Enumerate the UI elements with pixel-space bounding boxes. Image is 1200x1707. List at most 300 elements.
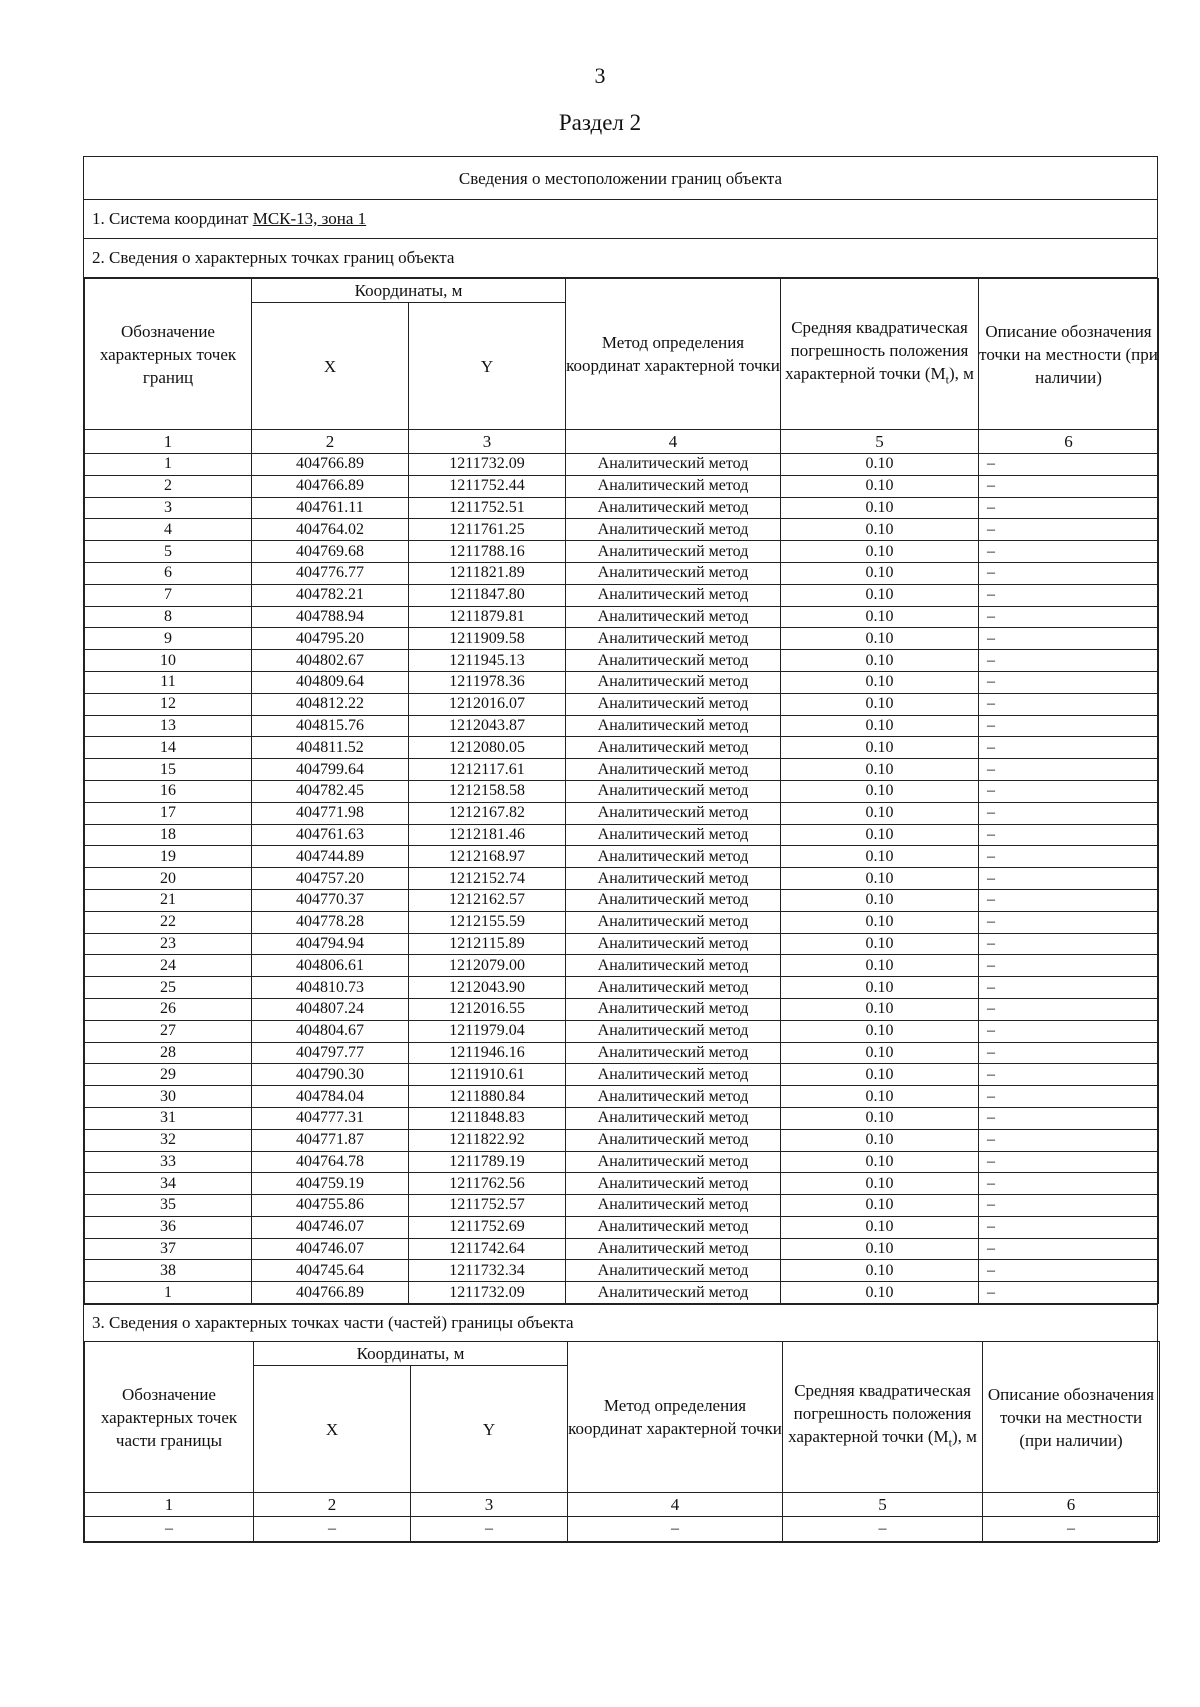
method-cell: Аналитический метод (566, 911, 781, 933)
point-id-cell: 22 (85, 911, 252, 933)
column-number: 3 (409, 430, 566, 454)
table-row (85, 1260, 1159, 1282)
table-row (85, 998, 1159, 1020)
header-x: X (254, 1366, 411, 1493)
description-cell: – (979, 1064, 1159, 1086)
table-row (85, 1216, 1159, 1238)
x-coordinate-cell: 404815.76 (252, 715, 409, 737)
error-cell: 0.10 (781, 846, 979, 868)
x-coordinate-cell: 404809.64 (252, 671, 409, 693)
point-id-cell: 2 (85, 475, 252, 497)
x-coordinate-cell: – (254, 1517, 411, 1542)
point-id-cell: 12 (85, 693, 252, 715)
table-row (85, 1173, 1159, 1195)
y-coordinate-cell: 1211979.04 (409, 1020, 566, 1042)
y-coordinate-cell: 1211752.69 (409, 1216, 566, 1238)
x-coordinate-cell: 404790.30 (252, 1064, 409, 1086)
y-coordinate-cell: 1212115.89 (409, 933, 566, 955)
x-coordinate-cell: 404770.37 (252, 889, 409, 911)
table-row (85, 868, 1159, 890)
point-id-cell: 7 (85, 584, 252, 606)
error-cell: 0.10 (781, 584, 979, 606)
error-cell: 0.10 (781, 737, 979, 759)
error-cell: 0.10 (781, 1151, 979, 1173)
x-coordinate-cell: 404744.89 (252, 846, 409, 868)
y-coordinate-cell: 1211978.36 (409, 671, 566, 693)
table-row (85, 1129, 1159, 1151)
table-row (85, 824, 1159, 846)
point-id-cell: 32 (85, 1129, 252, 1151)
error-cell: 0.10 (781, 998, 979, 1020)
description-cell: – (979, 911, 1159, 933)
x-coordinate-cell: 404745.64 (252, 1260, 409, 1282)
method-cell: Аналитический метод (566, 606, 781, 628)
description-cell: – (979, 671, 1159, 693)
column-number: 2 (254, 1493, 411, 1517)
table-row (85, 541, 1159, 563)
column-number: 1 (85, 1493, 254, 1517)
description-cell: – (979, 868, 1159, 890)
description-cell: – (979, 584, 1159, 606)
column-number: 6 (979, 430, 1159, 454)
method-cell: Аналитический метод (566, 693, 781, 715)
point-id-cell: 5 (85, 541, 252, 563)
description-cell: – (979, 846, 1159, 868)
header-description: Описание обозначения точки на местности (при наличии) (979, 279, 1159, 430)
table-row (85, 802, 1159, 824)
header-designation: Обозначение характерных точек границ (85, 279, 252, 430)
description-cell: – (979, 1129, 1159, 1151)
column-number: 5 (781, 430, 979, 454)
part-points-table (84, 1341, 1160, 1542)
point-id-cell: 29 (85, 1064, 252, 1086)
method-cell: Аналитический метод (566, 1064, 781, 1086)
error-cell: 0.10 (781, 933, 979, 955)
method-cell: Аналитический метод (566, 1282, 781, 1304)
x-coordinate-cell: 404766.89 (252, 454, 409, 476)
y-coordinate-cell: 1211945.13 (409, 650, 566, 672)
point-id-cell: 18 (85, 824, 252, 846)
x-coordinate-cell: 404766.89 (252, 475, 409, 497)
header-method: Метод определения координат характерной точки (568, 1342, 783, 1493)
table-row (85, 671, 1159, 693)
method-cell: Аналитический метод (566, 715, 781, 737)
description-cell: – (979, 1238, 1159, 1260)
x-coordinate-cell: 404755.86 (252, 1195, 409, 1217)
table-row (85, 693, 1159, 715)
point-id-cell: 31 (85, 1107, 252, 1129)
table-row (85, 715, 1159, 737)
x-coordinate-cell: 404782.21 (252, 584, 409, 606)
description-cell: – (979, 1173, 1159, 1195)
x-coordinate-cell: 404810.73 (252, 977, 409, 999)
point-id-cell: 20 (85, 868, 252, 890)
point-id-cell: 38 (85, 1260, 252, 1282)
y-coordinate-cell: 1211752.51 (409, 497, 566, 519)
point-id-cell: 23 (85, 933, 252, 955)
y-coordinate-cell: 1211732.34 (409, 1260, 566, 1282)
error-cell: 0.10 (781, 759, 979, 781)
table-title: Сведения о местоположении границ объекта (84, 157, 1157, 200)
method-cell: Аналитический метод (566, 671, 781, 693)
description-cell: – (979, 1195, 1159, 1217)
method-cell: Аналитический метод (566, 584, 781, 606)
description-cell: – (979, 1260, 1159, 1282)
point-id-cell: 26 (85, 998, 252, 1020)
x-coordinate-cell: 404761.63 (252, 824, 409, 846)
error-cell: 0.10 (781, 1173, 979, 1195)
table-row (85, 1238, 1159, 1260)
error-cell: – (783, 1517, 983, 1542)
point-id-cell: 13 (85, 715, 252, 737)
x-coordinate-cell: 404794.94 (252, 933, 409, 955)
description-cell: – (979, 1020, 1159, 1042)
header-coordinates: Координаты, м (254, 1342, 568, 1366)
table-row (85, 1151, 1159, 1173)
point-id-cell: 11 (85, 671, 252, 693)
error-cell: 0.10 (781, 1064, 979, 1086)
header-y: Y (411, 1366, 568, 1493)
y-coordinate-cell: 1211946.16 (409, 1042, 566, 1064)
method-cell: Аналитический метод (566, 475, 781, 497)
method-cell: Аналитический метод (566, 1195, 781, 1217)
point-id-cell: 8 (85, 606, 252, 628)
error-cell: 0.10 (781, 1260, 979, 1282)
error-cell: 0.10 (781, 541, 979, 563)
method-cell: Аналитический метод (566, 759, 781, 781)
error-subscript: t (948, 1435, 952, 1450)
point-id-cell: 27 (85, 1020, 252, 1042)
x-coordinate-cell: 404806.61 (252, 955, 409, 977)
y-coordinate-cell: 1212167.82 (409, 802, 566, 824)
description-cell: – (979, 628, 1159, 650)
x-coordinate-cell: 404777.31 (252, 1107, 409, 1129)
point-id-cell: 24 (85, 955, 252, 977)
method-cell: Аналитический метод (566, 519, 781, 541)
point-id-cell: 21 (85, 889, 252, 911)
boundary-info-table (83, 156, 1158, 1543)
error-cell: 0.10 (781, 606, 979, 628)
description-cell: – (983, 1517, 1160, 1542)
coordinate-system-label: 1. Система координат (92, 209, 249, 228)
description-cell: – (979, 933, 1159, 955)
description-cell: – (979, 1216, 1159, 1238)
error-cell: 0.10 (781, 715, 979, 737)
y-coordinate-cell: 1211762.56 (409, 1173, 566, 1195)
point-id-cell: – (85, 1517, 254, 1542)
point-id-cell: 36 (85, 1216, 252, 1238)
error-cell: 0.10 (781, 824, 979, 846)
x-coordinate-cell: 404802.67 (252, 650, 409, 672)
error-cell: 0.10 (781, 955, 979, 977)
y-coordinate-cell: 1211789.19 (409, 1151, 566, 1173)
error-cell: 0.10 (781, 454, 979, 476)
y-coordinate-cell: 1212162.57 (409, 889, 566, 911)
method-cell: Аналитический метод (566, 868, 781, 890)
y-coordinate-cell: 1212158.58 (409, 780, 566, 802)
error-cell: 0.10 (781, 1195, 979, 1217)
y-coordinate-cell: 1212168.97 (409, 846, 566, 868)
table-row (85, 497, 1159, 519)
table-row (85, 562, 1159, 584)
points-section-label: 2. Сведения о характерных точках границ объекта (84, 239, 1157, 278)
x-coordinate-cell: 404764.78 (252, 1151, 409, 1173)
table-row (85, 1517, 1160, 1542)
y-coordinate-cell: 1211910.61 (409, 1064, 566, 1086)
description-cell: – (979, 1107, 1159, 1129)
method-cell: Аналитический метод (566, 1107, 781, 1129)
x-coordinate-cell: 404757.20 (252, 868, 409, 890)
description-cell: – (979, 562, 1159, 584)
error-cell: 0.10 (781, 977, 979, 999)
point-id-cell: 1 (85, 454, 252, 476)
error-cell: 0.10 (781, 911, 979, 933)
x-coordinate-cell: 404807.24 (252, 998, 409, 1020)
header-error: Средняя квадратическая погрешность положения характерной точки $(M_t)$, м (783, 1342, 983, 1493)
y-coordinate-cell: 1212016.07 (409, 693, 566, 715)
point-id-cell: 3 (85, 497, 252, 519)
error-cell: 0.10 (781, 868, 979, 890)
table-row (85, 955, 1159, 977)
point-id-cell: 15 (85, 759, 252, 781)
method-cell: Аналитический метод (566, 650, 781, 672)
x-coordinate-cell: 404776.77 (252, 562, 409, 584)
x-coordinate-cell: 404764.02 (252, 519, 409, 541)
header-y: Y (409, 303, 566, 430)
method-cell: Аналитический метод (566, 1042, 781, 1064)
y-coordinate-cell: 1212079.00 (409, 955, 566, 977)
point-id-cell: 16 (85, 780, 252, 802)
error-cell: 0.10 (781, 780, 979, 802)
method-cell: Аналитический метод (566, 737, 781, 759)
method-cell: Аналитический метод (566, 780, 781, 802)
error-cell: 0.10 (781, 1282, 979, 1304)
x-coordinate-cell: 404778.28 (252, 911, 409, 933)
point-id-cell: 30 (85, 1086, 252, 1108)
error-cell: 0.10 (781, 693, 979, 715)
point-id-cell: 19 (85, 846, 252, 868)
method-cell: Аналитический метод (566, 1151, 781, 1173)
description-cell: – (979, 977, 1159, 999)
description-cell: – (979, 737, 1159, 759)
y-coordinate-cell: 1211879.81 (409, 606, 566, 628)
table-row (85, 911, 1159, 933)
method-cell: Аналитический метод (566, 977, 781, 999)
table-row (85, 584, 1159, 606)
y-coordinate-cell: 1212016.55 (409, 998, 566, 1020)
y-coordinate-cell: 1211732.09 (409, 454, 566, 476)
table-row (85, 1107, 1159, 1129)
method-cell: – (568, 1517, 783, 1542)
method-cell: Аналитический метод (566, 1260, 781, 1282)
table-row (85, 977, 1159, 999)
table-row (85, 737, 1159, 759)
point-id-cell: 28 (85, 1042, 252, 1064)
error-cell: 0.10 (781, 1216, 979, 1238)
error-cell: 0.10 (781, 1129, 979, 1151)
x-coordinate-cell: 404766.89 (252, 1282, 409, 1304)
table-row (85, 1020, 1159, 1042)
method-cell: Аналитический метод (566, 889, 781, 911)
y-coordinate-cell: 1211821.89 (409, 562, 566, 584)
table-row (85, 519, 1159, 541)
table-row (85, 1064, 1159, 1086)
point-id-cell: 9 (85, 628, 252, 650)
y-coordinate-cell: – (411, 1517, 568, 1542)
table-row (85, 780, 1159, 802)
error-cell: 0.10 (781, 519, 979, 541)
table-row (85, 606, 1159, 628)
description-cell: – (979, 541, 1159, 563)
y-coordinate-cell: 1212155.59 (409, 911, 566, 933)
description-cell: – (979, 1282, 1159, 1304)
y-coordinate-cell: 1211847.80 (409, 584, 566, 606)
x-coordinate-cell: 404761.11 (252, 497, 409, 519)
error-cell: 0.10 (781, 628, 979, 650)
description-cell: – (979, 650, 1159, 672)
error-subscript: t (945, 372, 949, 387)
y-coordinate-cell: 1211909.58 (409, 628, 566, 650)
method-cell: Аналитический метод (566, 628, 781, 650)
y-coordinate-cell: 1212043.87 (409, 715, 566, 737)
description-cell: – (979, 955, 1159, 977)
column-number: 3 (411, 1493, 568, 1517)
header-method: Метод определения координат характерной точки (566, 279, 781, 430)
column-number: 4 (568, 1493, 783, 1517)
header-x: X (252, 303, 409, 430)
point-id-cell: 35 (85, 1195, 252, 1217)
description-cell: – (979, 519, 1159, 541)
error-cell: 0.10 (781, 1086, 979, 1108)
column-number: 4 (566, 430, 781, 454)
table-row (85, 628, 1159, 650)
boundary-points-table (84, 278, 1159, 1304)
x-coordinate-cell: 404746.07 (252, 1216, 409, 1238)
header-coordinates: Координаты, м (252, 279, 566, 303)
error-cell: 0.10 (781, 650, 979, 672)
method-cell: Аналитический метод (566, 1086, 781, 1108)
y-coordinate-cell: 1211752.57 (409, 1195, 566, 1217)
method-cell: Аналитический метод (566, 1129, 781, 1151)
method-cell: Аналитический метод (566, 846, 781, 868)
description-cell: – (979, 802, 1159, 824)
x-coordinate-cell: 404782.45 (252, 780, 409, 802)
x-coordinate-cell: 404804.67 (252, 1020, 409, 1042)
x-coordinate-cell: 404759.19 (252, 1173, 409, 1195)
method-cell: Аналитический метод (566, 1173, 781, 1195)
method-cell: Аналитический метод (566, 1216, 781, 1238)
x-coordinate-cell: 404746.07 (252, 1238, 409, 1260)
coordinate-system-line (84, 200, 1157, 239)
table-row (85, 650, 1159, 672)
table-row (85, 1282, 1159, 1304)
point-id-cell: 33 (85, 1151, 252, 1173)
x-coordinate-cell: 404771.98 (252, 802, 409, 824)
description-cell: – (979, 497, 1159, 519)
y-coordinate-cell: 1211822.92 (409, 1129, 566, 1151)
error-cell: 0.10 (781, 497, 979, 519)
table-row (85, 933, 1159, 955)
description-cell: – (979, 1086, 1159, 1108)
y-coordinate-cell: 1212043.90 (409, 977, 566, 999)
description-cell: – (979, 475, 1159, 497)
table-row (85, 846, 1159, 868)
table-row (85, 1086, 1159, 1108)
error-cell: 0.10 (781, 475, 979, 497)
error-cell: 0.10 (781, 671, 979, 693)
section-title: Раздел 2 (558, 110, 642, 135)
column-number: 2 (252, 430, 409, 454)
table-row (85, 759, 1159, 781)
error-cell: 0.10 (781, 889, 979, 911)
table-row (85, 889, 1159, 911)
y-coordinate-cell: 1211848.83 (409, 1107, 566, 1129)
x-coordinate-cell: 404771.87 (252, 1129, 409, 1151)
error-cell: 0.10 (781, 1238, 979, 1260)
method-cell: Аналитический метод (566, 802, 781, 824)
method-cell: Аналитический метод (566, 998, 781, 1020)
point-id-cell: 34 (85, 1173, 252, 1195)
table-row (85, 454, 1159, 476)
y-coordinate-cell: 1211732.09 (409, 1282, 566, 1304)
description-cell: – (979, 606, 1159, 628)
description-cell: – (979, 998, 1159, 1020)
y-coordinate-cell: 1211788.16 (409, 541, 566, 563)
description-cell: – (979, 1042, 1159, 1064)
header-error: Средняя квадратическая погрешность положения характерной точки $(M_t)$, м (781, 279, 979, 430)
x-coordinate-cell: 404799.64 (252, 759, 409, 781)
header-description: Описание обозначения точки на местности (при наличии) (983, 1342, 1160, 1493)
point-id-cell: 25 (85, 977, 252, 999)
x-coordinate-cell: 404795.20 (252, 628, 409, 650)
method-cell: Аналитический метод (566, 824, 781, 846)
point-id-cell: 1 (85, 1282, 252, 1304)
description-cell: – (979, 1151, 1159, 1173)
x-coordinate-cell: 404811.52 (252, 737, 409, 759)
method-cell: Аналитический метод (566, 454, 781, 476)
description-cell: – (979, 693, 1159, 715)
error-cell: 0.10 (781, 1042, 979, 1064)
point-id-cell: 4 (85, 519, 252, 541)
y-coordinate-cell: 1211761.25 (409, 519, 566, 541)
y-coordinate-cell: 1211742.64 (409, 1238, 566, 1260)
y-coordinate-cell: 1212181.46 (409, 824, 566, 846)
y-coordinate-cell: 1212080.05 (409, 737, 566, 759)
table-row (85, 1042, 1159, 1064)
x-coordinate-cell: 404788.94 (252, 606, 409, 628)
method-cell: Аналитический метод (566, 933, 781, 955)
x-coordinate-cell: 404784.04 (252, 1086, 409, 1108)
method-cell: Аналитический метод (566, 562, 781, 584)
x-coordinate-cell: 404769.68 (252, 541, 409, 563)
method-cell: Аналитический метод (566, 955, 781, 977)
point-id-cell: 17 (85, 802, 252, 824)
parts-section-label: 3. Сведения о характерных точках части (частей) границы объекта (84, 1304, 1157, 1341)
point-id-cell: 14 (85, 737, 252, 759)
point-id-cell: 37 (85, 1238, 252, 1260)
column-number: 1 (85, 430, 252, 454)
header-designation-part: Обозначение характерных точек части границы (85, 1342, 254, 1493)
description-cell: – (979, 780, 1159, 802)
method-cell: Аналитический метод (566, 1238, 781, 1260)
y-coordinate-cell: 1211880.84 (409, 1086, 566, 1108)
column-number: 6 (983, 1493, 1160, 1517)
description-cell: – (979, 715, 1159, 737)
error-cell: 0.10 (781, 1107, 979, 1129)
table-row (85, 475, 1159, 497)
description-cell: – (979, 454, 1159, 476)
coordinate-system-value: МСК-13, зона 1 (252, 209, 367, 228)
